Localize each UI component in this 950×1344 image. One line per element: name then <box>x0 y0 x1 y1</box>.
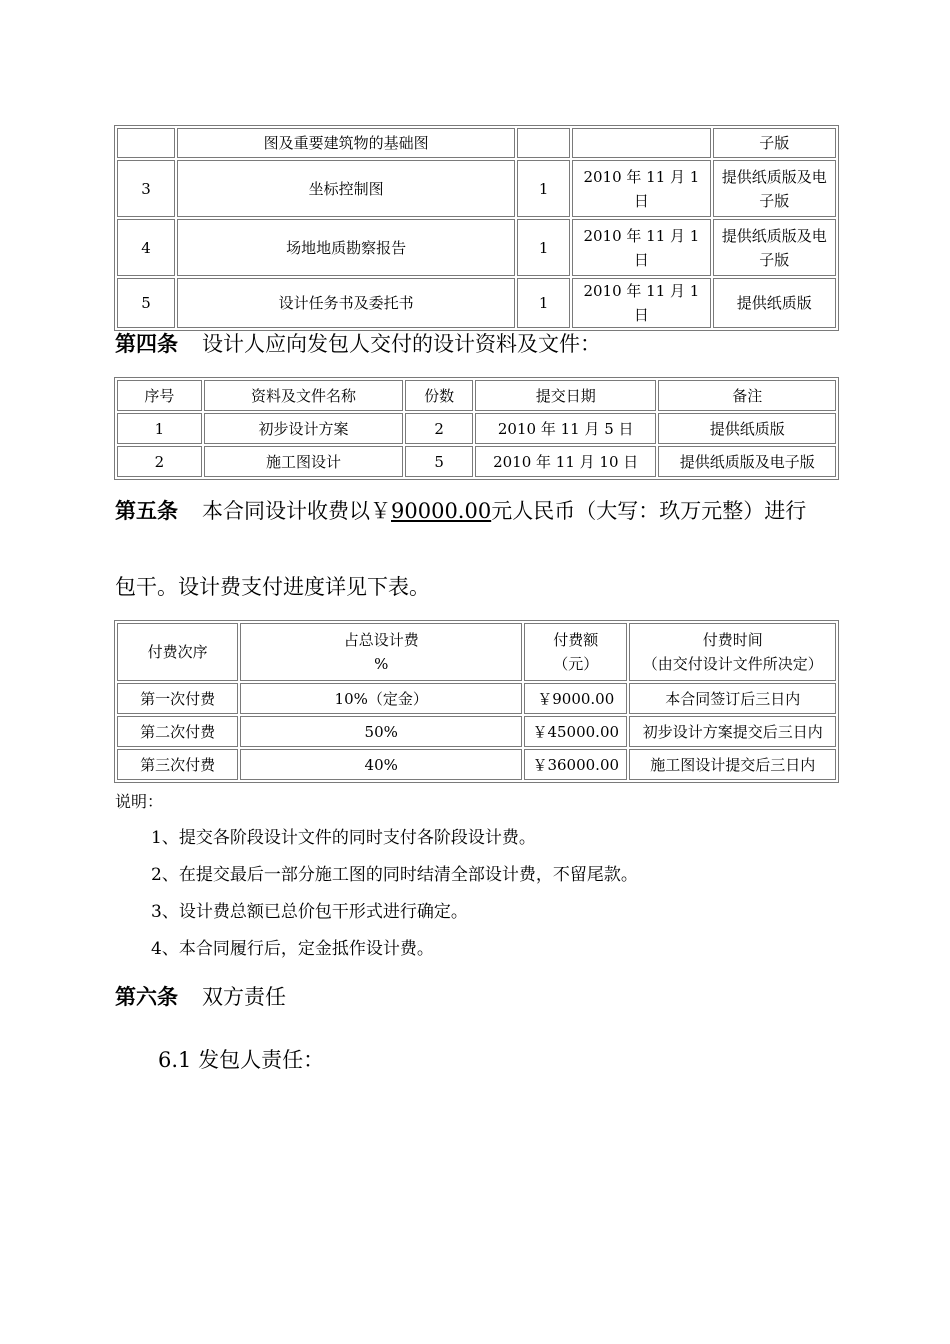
cell-count <box>517 128 570 158</box>
article-text: 设计人应向发包人交付的设计资料及文件： <box>202 332 601 356</box>
table-header-row <box>117 623 836 681</box>
cell-date: 2010 年 11 月 1 日 <box>572 278 710 328</box>
cell-count: 1 <box>517 219 570 276</box>
cell-date <box>572 128 710 158</box>
cell: 提供纸质版及电子版 <box>658 446 836 477</box>
column-header: 付费次序 <box>117 623 238 681</box>
article-5-line1 <box>115 495 806 525</box>
table-row <box>117 160 836 217</box>
column-header: 提交日期 <box>475 380 657 411</box>
cell: 2 <box>405 413 473 444</box>
cell: 40% <box>240 749 522 780</box>
cell: ￥45000.00 <box>524 716 627 747</box>
table-row <box>117 219 836 276</box>
cell: ￥36000.00 <box>524 749 627 780</box>
cell: 2 <box>117 446 202 477</box>
table-row <box>117 749 836 780</box>
prior-documents-table <box>114 125 839 331</box>
note-item: 4、本合同履行后，定金抵作设计费。 <box>151 939 434 959</box>
fee-amount: 90000.00 <box>391 499 492 523</box>
cell-remark: 提供纸质版及电子版 <box>713 219 836 276</box>
cell-date: 2010 年 11 月 1 日 <box>572 219 710 276</box>
cell: 施工图设计提交后三日内 <box>629 749 836 780</box>
article-5-line2: 包干。设计费支付进度详见下表。 <box>115 575 430 599</box>
cell-remark: 子版 <box>713 128 836 158</box>
column-header: 付费时间 （由交付设计文件所决定） <box>629 623 836 681</box>
cell-no: 4 <box>117 219 175 276</box>
cell: 第一次付费 <box>117 683 238 714</box>
notes-title: 说明： <box>115 792 164 811</box>
cell: 1 <box>117 413 202 444</box>
article-label: 第六条 <box>115 985 178 1009</box>
article-6-heading <box>115 981 286 1011</box>
cell-count: 1 <box>517 278 570 328</box>
cell: 50% <box>240 716 522 747</box>
cell-no <box>117 128 175 158</box>
column-header: 备注 <box>658 380 836 411</box>
cell: 初步设计方案 <box>204 413 404 444</box>
table-row <box>117 446 836 477</box>
note-item: 3、设计费总额已总价包干形式进行确定。 <box>151 902 468 922</box>
table-row <box>117 278 836 328</box>
cell-date: 2010 年 11 月 1 日 <box>572 160 710 217</box>
cell-no: 5 <box>117 278 175 328</box>
article-text: 元人民币（大写：玖万元整）进行 <box>491 499 807 523</box>
article-label: 第四条 <box>115 332 178 356</box>
cell-remark: 提供纸质版及电子版 <box>713 160 836 217</box>
article-text: 双方责任 <box>202 985 286 1009</box>
column-header: 份数 <box>405 380 473 411</box>
section-6-1-heading: 6.1 发包人责任： <box>158 1048 325 1072</box>
cell-count: 1 <box>517 160 570 217</box>
column-header: 序号 <box>117 380 202 411</box>
cell: 初步设计方案提交后三日内 <box>629 716 836 747</box>
cell-name: 图及重要建筑物的基础图 <box>177 128 515 158</box>
cell: 第二次付费 <box>117 716 238 747</box>
cell-name: 设计任务书及委托书 <box>177 278 515 328</box>
payment-schedule-table <box>114 620 839 783</box>
cell: 第三次付费 <box>117 749 238 780</box>
cell-name: 坐标控制图 <box>177 160 515 217</box>
article-4-heading <box>115 328 601 358</box>
table-row <box>117 716 836 747</box>
note-item: 1、提交各阶段设计文件的同时支付各阶段设计费。 <box>151 828 536 848</box>
cell-name: 场地地质勘察报告 <box>177 219 515 276</box>
cell: ￥9000.00 <box>524 683 627 714</box>
cell: 2010 年 11 月 5 日 <box>475 413 657 444</box>
cell-remark: 提供纸质版 <box>713 278 836 328</box>
column-header: 付费额 （元） <box>524 623 627 681</box>
cell: 施工图设计 <box>204 446 404 477</box>
column-header: 占总设计费 % <box>240 623 522 681</box>
cell: 5 <box>405 446 473 477</box>
note-item: 2、在提交最后一部分施工图的同时结清全部设计费，不留尾款。 <box>151 865 638 885</box>
cell: 10%（定金） <box>240 683 522 714</box>
cell: 提供纸质版 <box>658 413 836 444</box>
table-row <box>117 413 836 444</box>
article-label: 第五条 <box>115 499 178 523</box>
cell: 本合同签订后三日内 <box>629 683 836 714</box>
table-header-row <box>117 380 836 411</box>
cell-no: 3 <box>117 160 175 217</box>
article-text: 本合同设计收费以￥ <box>202 499 391 523</box>
table-row <box>117 683 836 714</box>
deliverables-table <box>114 377 839 480</box>
column-header: 资料及文件名称 <box>204 380 404 411</box>
table-row <box>117 128 836 158</box>
cell: 2010 年 11 月 10 日 <box>475 446 657 477</box>
